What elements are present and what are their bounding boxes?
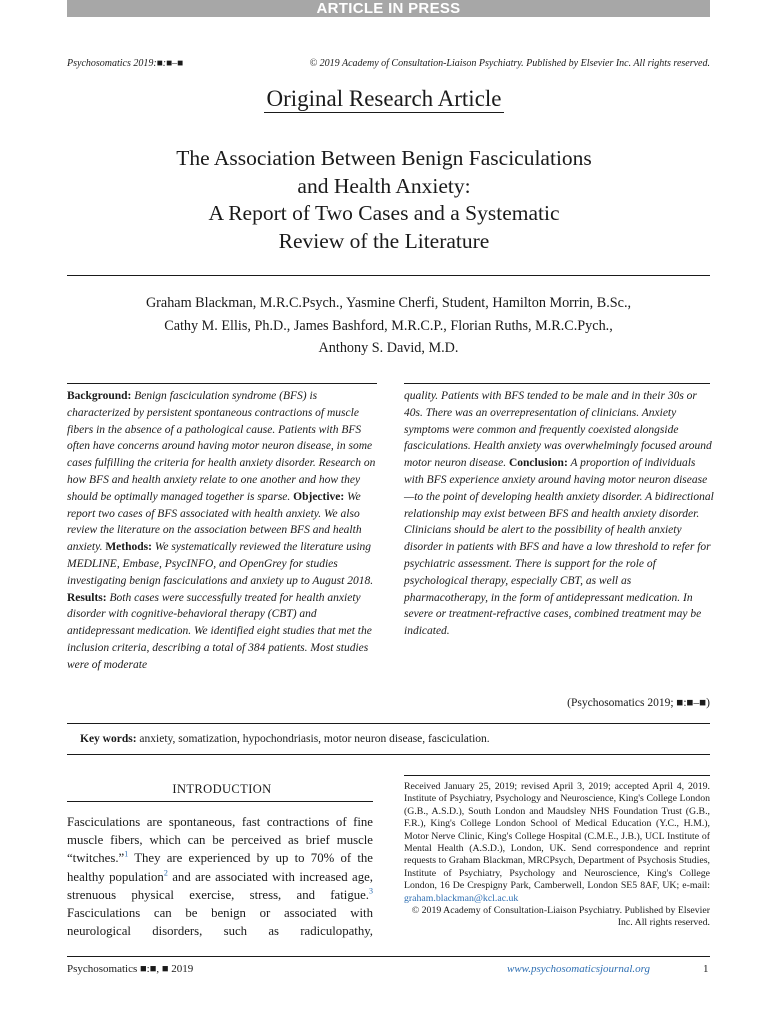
abstract-right-column: [404, 388, 714, 640]
title-line-3: A Report of Two Cases and a Systematic: [208, 201, 560, 225]
keywords-top-rule: [67, 723, 710, 724]
keywords-bottom-rule: [67, 754, 710, 755]
abstract-rule-left: [67, 383, 377, 384]
introduction-paragraph: [67, 813, 373, 940]
footnote-received-text: Received January 25, 2019; revised April 3, 2019; accepted April 4, 2019. Institute of Psychiatry, Psychology and Neuroscience, King's College London (G.B., A.S.D.), South London and Maudsley NHS Foundation Trust (G.B., F.R.), King's College London School of Medical Education (Y.C., H.M.), Motor Nerve Clinic, King's College Hospital (C.M.E., J.B.), UCL Institute of Mental Health (A.S.D.), London, UK. Send correspondence and reprint requests to Graham Blackman, MRCPsych, Department of Psychosis Studies, Institute of Psychiatry, Psychology and Neuroscience, King's College London, 16 De Crespigny Park, Camberwell, London SE5 8AF, UK; e-mail:: [404, 781, 710, 892]
authors-line-2: Cathy M. Ellis, Ph.D., James Bashford, M.R.C.P., Florian Ruths, M.R.C.Pych.,: [164, 317, 613, 334]
authors-line-3: Anthony S. David, M.D.: [318, 340, 459, 356]
article-in-press-banner: ARTICLE IN PRESS: [67, 0, 710, 17]
methods-text: We systematically reviewed the literature using MEDLINE, Embase, PsycINFO, and OpenGrey for studies investigating benign fasciculations and anxiety up to August 2018.: [67, 541, 374, 587]
results-label: Results:: [67, 591, 107, 604]
authors-line-1: Graham Blackman, M.R.C.Psych., Yasmine Cherfi, Student, Hamilton Morrin, B.Sc.,: [145, 295, 632, 311]
intro-text-1: Fasciculations are spontaneous, fast contractions of fine muscle fibers, which can be perceived as brief muscle “twitches.”: [67, 815, 373, 866]
footer-rule: [67, 956, 710, 957]
keywords-label: Key words:: [80, 733, 137, 745]
journal-issue-line: Psychosomatics 2019:■:■–■: [67, 58, 184, 69]
methods-label: Methods:: [105, 541, 152, 554]
article-footnote: [404, 781, 710, 930]
intro-text-3: and are associated with increased age, strenuous physical exercise, stress, and fatigue.: [67, 869, 374, 902]
title-line-4: Review of the Literature: [278, 228, 490, 253]
journal-website-link[interactable]: www.psychosomaticsjournal.org: [507, 963, 651, 975]
conclusion-text: A proportion of individuals with BFS experience anxiety around having motor neuron disease—to the point of developing health anxiety disorder. A bidirectional relationship may exist between BFS and health anxiety disorder. Clinicians should be alert to the possibility of health anxiety disorder in patients with BFS and have a low threshold to refer for psychiatric assessment. There is support for the role of psychological therapy, especially CBT, as well as pharmacotherapy, in the form of antidepressant medication. In severe or treatment-refractive cases, combined treatment may be indicated.: [404, 457, 714, 638]
article-type-heading: [0, 84, 768, 114]
abstract-citation: (Psychosomatics 2019; ■:■–■): [567, 697, 710, 709]
intro-text-4: Fasciculations can be benign or associated with neurological disorders, such as radiculopathy,: [67, 906, 373, 939]
article-title: [84, 145, 684, 255]
abstract-left-column: [67, 388, 377, 674]
objective-text: We report two cases of BFS associated with health anxiety. We also review the literature on the association between BFS and health anxiety.: [67, 490, 362, 554]
correspondence-email-link[interactable]: graham.blackman@kcl.ac.uk: [404, 892, 519, 904]
footnote-copyright: © 2019 Academy of Consultation-Liaison Psychiatry. Published by Elsevier Inc. All rights reserved.: [411, 905, 710, 929]
title-line-2: and Health Anxiety:: [297, 173, 471, 198]
results-continued-text: quality. Patients with BFS tended to be male and in their 30s or 40s. There was an overrepresentation of clinicians. Anxiety symptoms were common and frequently coexisted alongside fasciculations. Health anxiety was overwhelmingly focused around motor neuron disease.: [404, 390, 712, 470]
introduction-heading: INTRODUCTION: [172, 782, 272, 796]
article-type-label: Original Research Article: [266, 86, 502, 111]
reference-1-link[interactable]: 1: [124, 850, 129, 860]
keywords-line: [80, 731, 490, 747]
intro-text-2: They are experienced by up to 70% of the healthy population: [67, 851, 373, 884]
abstract-rule-right: [404, 383, 710, 384]
keywords-text: anxiety, somatization, hypochondriasis, motor neuron disease, fasciculation.: [136, 733, 490, 745]
reference-2-link[interactable]: 2: [163, 868, 168, 878]
background-label: Background:: [67, 390, 132, 402]
footnote-rule: [404, 775, 710, 776]
introduction-heading-rule: [67, 801, 373, 802]
results-text: Both cases were successfully treated for health anxiety disorder with cognitive-behavioral therapy (CBT) and antidepressant medication. We identified eight studies that met the inclusion criteria, describing a total of 384 patients. Most studies were of moderate: [67, 591, 372, 671]
reference-3-link[interactable]: 3: [369, 886, 373, 896]
background-text: Benign fasciculation syndrome (BFS) is characterized by persistent spontaneous contractions of muscle fibers in the absence of a pathological cause. Patients with BFS often have concerns around having motor neuron disease, in some cases fulfilling the criteria for health anxiety disorder. Research on how BFS and health anxiety relate to one another and how they should be optimally managed together is sparse.: [67, 390, 376, 503]
page-number: 1: [703, 963, 709, 975]
objective-label: Objective:: [293, 490, 345, 503]
title-line-1: The Association Between Benign Fasciculations: [176, 146, 592, 170]
conclusion-label: Conclusion:: [508, 457, 568, 470]
footer-journal-issue: Psychosomatics ■:■, ■ 2019: [67, 963, 194, 975]
title-divider: [67, 275, 710, 276]
header-copyright: © 2019 Academy of Consultation-Liaison Psychiatry. Published by Elsevier Inc. All rights reserved.: [309, 58, 710, 69]
author-list: [70, 292, 707, 360]
